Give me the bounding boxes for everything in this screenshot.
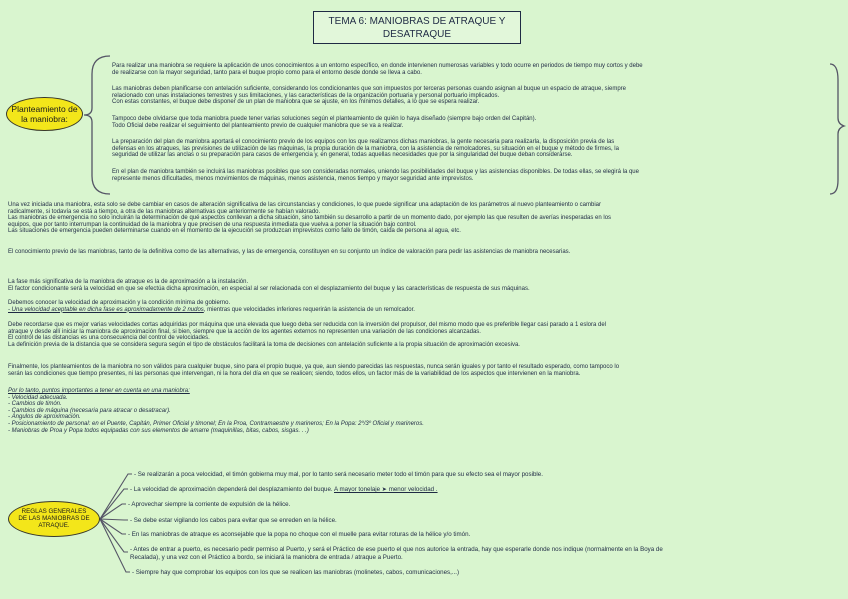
- text-line: Una vez iniciada una maniobra, esta solo se debe cambiar en casos de alteración significativa de las circunstancias y condiciones, lo que puede significar una adaptación de los parámetros al nuevo planteamiento o cambiar: [8, 202, 602, 208]
- text-line: [8, 307, 415, 314]
- list-item: - Cambios de máquina (necesaria para atracar o desatracar).: [8, 407, 171, 414]
- text-line: Finalmente, los planteamientos de la maniobra no son válidos para cualquier buque, sino para el propio buque, ya que, aun siendo parecidas las respuestas, nunca serán iguales y por tanto el resultado esperado, como tampoco lo: [8, 364, 620, 370]
- text-line: represente menos dificultades, menos movimientos de máquinas, menos asistencia, menos tiempo y mayor seguridad ante imprevistos.: [112, 175, 474, 182]
- middle-paragraph-5: [8, 322, 606, 348]
- planteamiento-label-2: la maniobra:: [21, 114, 68, 124]
- text-line: seguridad de utilizar las anclas o su preparación para casos de emergencia y, en general, todas aquellas necesidades que por la singularidad del buque deban considerarse.: [112, 152, 573, 159]
- list-item: - Posicionamiento de personal: en el Puente, Capitán, Primer Oficial y timonel; En la Proa, Contramaestre y marineros; En la Popa: 2º/3º Oficial y marineros.: [8, 420, 424, 427]
- rule-item: - Se realizarán a poca velocidad, el timón gobierna muy mal, por lo tanto será necesario meter todo el timón para que su efecto sea el mayor posible.: [134, 471, 543, 478]
- text-line: Con estas constantes, el buque debe disponer de un plan de maniobra que se ajuste, en los mínimos detalles, a lo que se espera realizar.: [112, 99, 480, 106]
- text-line: Para realizar una maniobra se requiere la aplicación de unos conocimientos a un entorno específico, en donde intervienen numerosas variables y todo ocurre en periodos de tiempo muy cortos y debe: [112, 63, 643, 69]
- text-line: de realizarse con la mayor seguridad, tanto para el buque propio como para el entorno desde donde se lleva a cabo.: [112, 69, 422, 76]
- middle-paragraph-4: [8, 300, 415, 313]
- list-item: - Ángulos de aproximación.: [8, 414, 81, 421]
- list-item: - Maniobras de Proa y Popa todos equipadas con sus elementos de amarre (maquinillas, bitas, cabos, sisgas. . .): [8, 427, 309, 434]
- text-line: radicalmente, si todavía se está a tiempo, a otra de las maniobras alternativas que anteriormente se habían valorado.: [8, 208, 321, 215]
- rule-item: [130, 486, 438, 493]
- text-line: El factor condicionante será la velocidad en que se efectúa dicha aproximación, en especial al ser relacionada con el desplazamiento del buque y las características de respuesta de sus máquinas.: [8, 285, 530, 292]
- list-item: - Velocidad adecuada.: [8, 394, 68, 401]
- plan-paragraph-4: [112, 139, 619, 159]
- planteamiento-oval: [6, 97, 83, 131]
- title-line-1: TEMA 6: MANIOBRAS DE ATRAQUE Y: [328, 16, 506, 27]
- text-line: La definición previa de la distancia que se considera segura según el tipo de obstáculos facilitará la toma de decisiones con antelación suficiente a la propia situación de aproximación excesiva.: [8, 341, 520, 348]
- text-line: La preparación del plan de maniobra aportará el conocimiento previo de los equipos con los que realizamos dichas maniobras, la gente necesaria para realizarla, la disposición previa de las: [112, 139, 615, 145]
- important-points-list: [8, 388, 424, 434]
- middle-paragraph-1: [8, 202, 611, 235]
- text-line: El conocimiento previo de las maniobras, tanto de la definitiva como de las alternativas, y las de emergencia, constituyen en su conjunto un índice de valoración para pedir las asistencias de maniobra necesarias.: [8, 249, 571, 255]
- text-line: serán las condiciones que tiempo presentes, ni las personas que intervengan, ni la hora del día en que se realicen; siendo, todos ellos, un factor más de la variabilidad de los aspectos que intervienen en la maniobra.: [8, 370, 581, 377]
- reglas-fan: [100, 474, 132, 572]
- text-line: Tampoco debe olvidarse que toda maniobra puede tener varias soluciones según el planteamiento de quién lo haya diseñado (siempre bajo orden del Capitán).: [112, 116, 537, 122]
- rule-item: - Se debe estar vigilando los cabos para evitar que se enreden en la hélice.: [130, 517, 337, 524]
- rule-item: [130, 546, 663, 561]
- text-line: Recalada), y una vez con el Práctico a bordo, se iniciará la maniobra de entrada / atraque a Puerto.: [130, 553, 403, 561]
- middle-paragraph-6: [8, 364, 619, 377]
- plan-paragraph-2: [112, 86, 626, 106]
- text-span: , mientras que velocidades inferiores requerirán la asistencia de un remolcador.: [203, 306, 415, 313]
- middle-paragraph-3: [8, 279, 530, 292]
- text-line: Las situaciones de emergencia pueden determinarse cuando en el momento de la ejecución se produzcan imprevistos como fallo de timón, caída de persona al agua, etc.: [8, 228, 461, 235]
- left-brace: [84, 56, 110, 194]
- plan-paragraph-5: [112, 169, 639, 182]
- text-line: La fase más significativa de la maniobra de atraque es la de aproximación a la instalación.: [8, 279, 249, 285]
- reglas-oval: [8, 501, 100, 537]
- plan-paragraph-3: [112, 116, 536, 129]
- plan-paragraph-1: [112, 63, 643, 76]
- list-item: - Cambios de timón.: [8, 401, 62, 408]
- text-line: atraque y desde allí iniciar la maniobra de aproximación final, si bien, siempre que la acción de los agentes externos no representen una variación de las condiciones alcanzadas.: [8, 328, 481, 335]
- text-line: Todo Oficial debe realizar el seguimiento del planteamiento previo de cualquier maniobra que se va a realizar.: [112, 122, 404, 129]
- list-heading: Por lo tanto, puntos importantes a tener en cuenta en una maniobra:: [8, 388, 190, 394]
- reglas-label-1: REGLAS GENERALES: [21, 508, 87, 515]
- middle-paragraph-2: [8, 249, 570, 256]
- rule-item: - Aprovechar siempre la corriente de expulsión de la hélice.: [128, 501, 291, 508]
- text-line: El control de las distancias es una consecuencia del control de velocidades.: [8, 335, 210, 342]
- rule-item: - En las maniobras de atraque es aconsejable que la popa no choque con el muelle para evitar roturas de la hélice y/o timón.: [128, 531, 471, 538]
- text-line: Las maniobras deben planificarse con antelación suficiente, considerando los condicionantes que son impuestos por terceras personas cuando asignan al buque un espacio de atraque, siempre: [112, 86, 626, 92]
- underlined-text: A mayor tonelaje ➤ menor velocidad .: [334, 486, 438, 493]
- text-line: relacionado con unas instalaciones terrestres y sus limitaciones, y las características de la organización portuaria y personal portuario implicados.: [112, 92, 500, 99]
- text-line: defensas en los atraques, las previsiones de utilización de las máquinas, la propia duración de la maniobra, con la asistencia de remolcadores, su situación en el buque y método de firmes, la: [112, 145, 619, 152]
- text-line: Debe recordarse que es mejor varias velocidades cortas adquiridas por máquina que una elevada que luego deba ser reducida con la inversión del propulsor, del mismo modo que es preferible llegar casi parado a 1 eslora del: [8, 322, 607, 328]
- right-brace: [830, 64, 844, 194]
- text-span: - La velocidad de aproximación dependerá del desplazamiento del buque.: [130, 486, 334, 493]
- title-line-2: DESATRAQUE: [382, 29, 452, 40]
- rule-item: - Siempre hay que comprobar los equipos con los que se realicen las maniobras (molinetes, cabos, comunicaciones,...): [132, 569, 460, 576]
- page-title: [313, 11, 521, 44]
- text-line: - Antes de entrar a puerto, es necesario pedir permiso al Puerto, y será el Práctico de ese puerto el que nos autorice la entrada, hay que esperarle donde nos indique (normalmente en la Boya de: [130, 546, 663, 553]
- text-line: Debemos conocer la velocidad de aproximación y la condición mínima de gobierno.: [8, 300, 231, 306]
- reglas-label-3: ATRAQUE.: [38, 522, 70, 530]
- reglas-label-2: DE LAS MANIOBRAS DE: [18, 515, 90, 523]
- planteamiento-label-1: Planteamiento de: [11, 104, 78, 114]
- underlined-text: - Una velocidad aceptable en dicha fase es aproximadamente de 2 nudos: [8, 306, 204, 313]
- text-line: Las maniobras de emergencia no solo incluirán la determinación de qué aspectos conllevan a dicha situación, sino también su desarrollo a partir de un momento dado, por ejemplo las que resulten de averías inesperadas en los: [8, 215, 612, 222]
- text-line: equipos, que por tanto interrumpan la continuidad de la maniobra y que precisen de una respuesta inmediata que vuelva a poner la situación bajo control.: [8, 221, 417, 228]
- text-line: En el plan de maniobra también se incluirá las maniobras posibles que son consideradas normales, uniendo las posibilidades del buque y las asistencias disponibles. De todas ellas, se elegirá la que: [112, 169, 639, 175]
